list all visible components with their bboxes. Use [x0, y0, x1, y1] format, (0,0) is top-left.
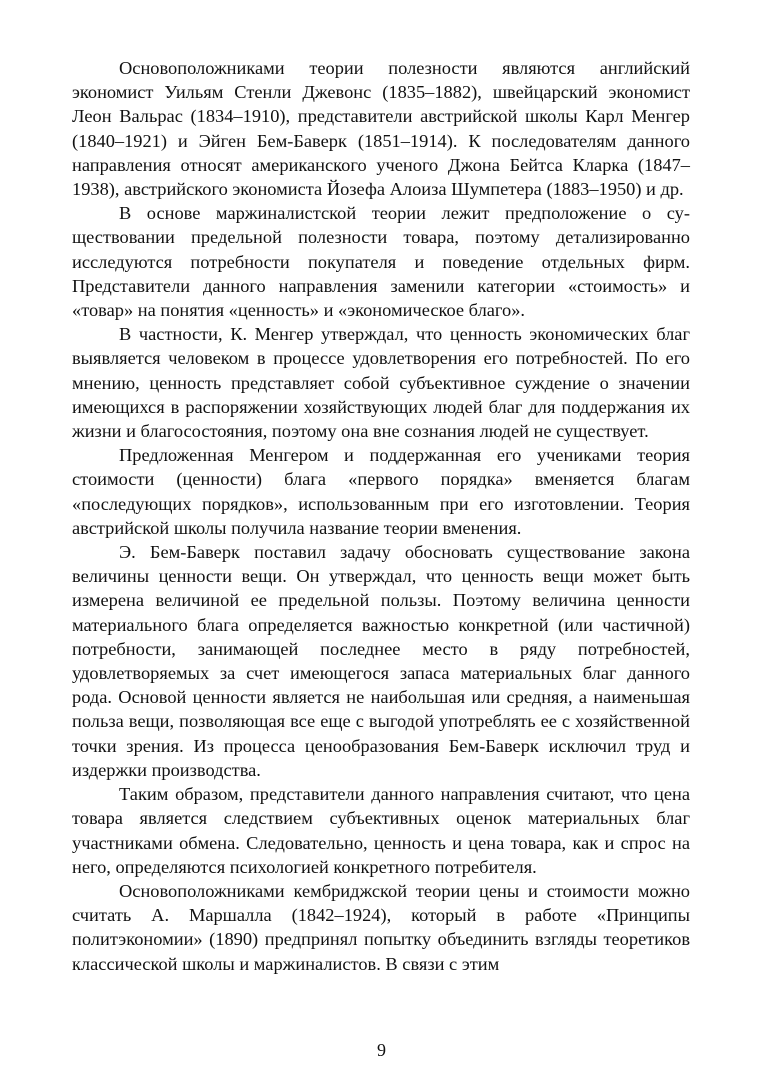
paragraph-menger-value: В частности, К. Менгер утверждал, что ценность экономических благ выявляется человеком в процессе удовлетворения его потребностей. По его мнению, ценность представляет собой субъективное суждение о значении имеющихся в распоряжении хозяйствующих людей благ для поддержания их жизни и благосостояния, поэтому она вне сознания людей не существует.	[72, 324, 690, 442]
paragraph-utility-theory-founders: Основоположниками теории полезности являются английский экономист Уильям Стенли Джевонс (1835–1882), швейцарский экономист Леон Вальрас (1834–1910), представители австрийской школы Карл Менгер (1840–1921) и Эйген Бем-Баверк (1851–1914). К последователям данного направления относят американского ученого Джона Бейтса Кларка (1847–1938), австрийского экономиста Йозефа Алоиза Шумпетера (1883–1950) и др.	[72, 58, 690, 200]
paragraph-conclusion: Таким образом, представители данного направления считают, что цена товара является следствием субъективных оценок материальных благ участниками обмена. Следовательно, ценность и цена товара, как и спрос на него, определяются психологией конкретного потребителя.	[72, 784, 690, 877]
page-number: 9	[377, 1040, 386, 1060]
paragraph-bohm-bawerk: Э. Бем-Баверк поставил задачу обосновать существование закона величины ценности вещи. Он утверждал, что ценность вещи может быть измерена величиной ее предельной пользы. Поэтому величина ценности материального блага определяется важностью конкретной (или частичной) потребности, занимающей последнее место в ряду потребностей, удовлетворяемых за счет имеющегося запаса материальных благ данного рода. Основой ценности является не наибольшая или средняя, а наименьшая польза вещи, позволяющая все еще с выгодой употреблять ее с хозяйственной точки зрения. Из процесса ценообразования Бем-Баверк исключил труд и издержки производства.	[72, 542, 690, 780]
paragraph-imputation-theory: Предложенная Менгером и поддержанная его учениками теория стоимости (ценности) блага «первого порядка» вменяется благам «последующих порядков», использованным при его изготовлении. Теория австрийской школы получила название теории вменения.	[72, 445, 690, 538]
paragraph-cambridge-theory: Основоположниками кембриджской теории цены и стоимости можно считать А. Маршалла (1842–1924), который в работе «Принципы политэкономии» (1890) предпринял попытку объединить взгляды теоретиков классической школы и маржиналистов. В связи с этим	[72, 880, 690, 974]
page-body	[72, 56, 690, 976]
paragraph-marginalist-theory: В основе маржиналистской теории лежит предположение о существовании предельной полезности товара, поэтому детализированно исследуются потребности покупателя и поведение отдельных фирм. Представители данного направления заменили категории «стоимость» и «товар» на понятия «ценность» и «экономическое благо».	[72, 203, 690, 321]
